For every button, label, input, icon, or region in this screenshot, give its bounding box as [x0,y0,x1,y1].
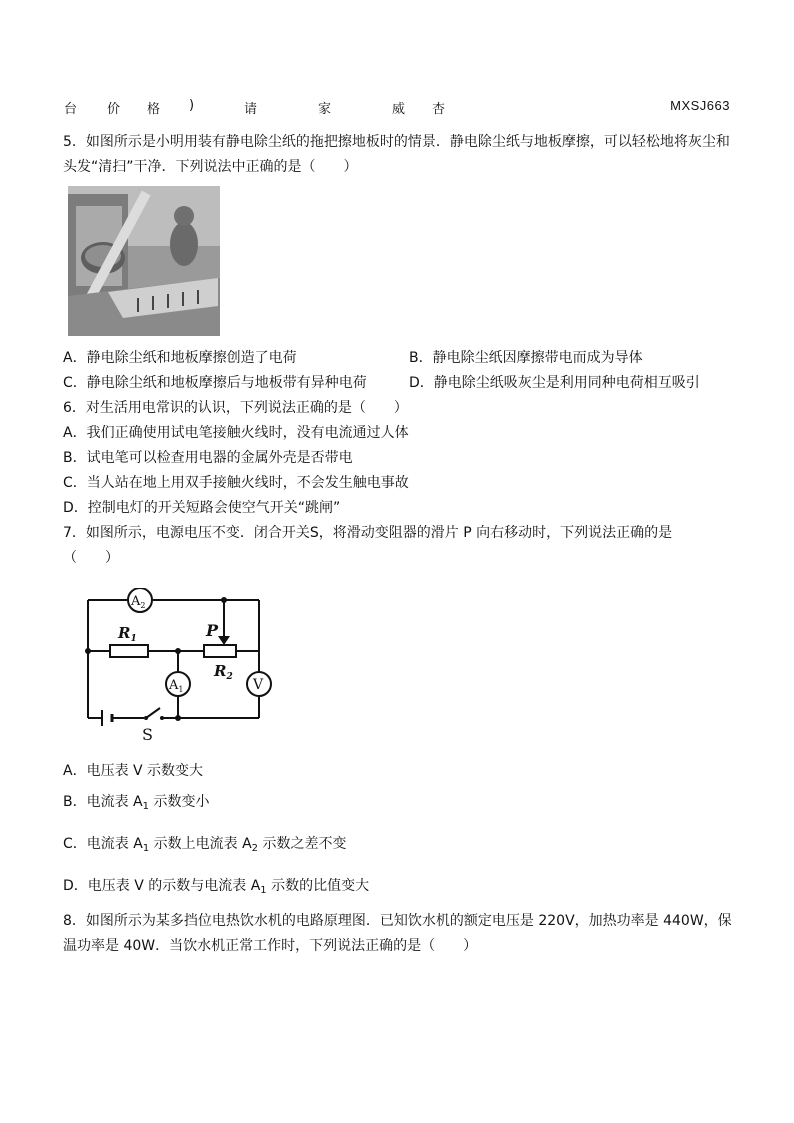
q5-stem-line2: 头发“清扫”干净．下列说法中正确的是（ ） [63,159,358,175]
q7-stem-line1: 7．如图所示，电源电压不变．闭合开关S，将滑动变阻器的滑片 P 向右移动时，下列说法正确的是 [63,525,673,541]
circuit-diagram [80,588,280,752]
document-code: MXSJ663 [670,98,730,113]
header-char: 价 [107,102,121,117]
q5-option-d: D．静电除尘纸吸灰尘是利用同种电荷相互吸引 [409,375,700,391]
q6-option-b: B．试电笔可以检查用电器的金属外壳是否带电 [63,450,353,466]
header-char: ) [189,98,195,113]
q5-option-a: A．静电除尘纸和地板摩擦创造了电荷 [63,350,297,366]
q5-option-c: C．静电除尘纸和地板摩擦后与地板带有异种电荷 [63,375,367,391]
header-char: 台 [64,102,78,117]
q6-option-a: A．我们正确使用试电笔接触火线时，没有电流通过人体 [63,425,409,441]
q7-option-c: C．电流表 $A_1$ 示数上电流表 $A_2$ 示数之差不变 [63,836,347,854]
q7-option-a: A．电压表 V 示数变大 [63,763,204,779]
rheostat-r2 [204,645,236,657]
q5-stem-line1: 5．如图所示是小明用装有静电除尘纸的拖把擦地板时的情景．静电除尘纸与地板摩擦，可以轻松地将灰尘和 [63,134,730,150]
svg-text:P: P [206,621,219,640]
svg-text:A1: $A_1$ [169,678,184,694]
header-char: 家 [318,102,332,117]
q8-stem-line2: 温功率是 40W．当饮水机正常工作时，下列说法正确的是（ ） [63,938,478,954]
q6-stem: 6．对生活用电常识的认识，下列说法正确的是（ ） [63,400,408,416]
svg-text:R1: $R_1$ [118,624,137,644]
q6-option-c: C．当人站在地上用双手接触火线时，不会发生触电事故 [63,475,409,491]
svg-text:V: V [253,677,264,693]
q6-option-d: D．控制电灯的开关短路会使空气开关“跳闸” [63,500,341,516]
svg-text:S: S [142,725,153,744]
header-char: 威 [392,102,406,117]
header-char: 请 [244,102,258,117]
q7-option-b: B．电流表 $A_1$ 示数变小 [63,794,210,812]
q7-option-d: D．电压表 V 的示数与电流表 $A_1$ 示数的比值变大 [63,878,370,896]
svg-text:R2: $R_2$ [214,662,233,682]
q8-stem-line1: 8．如图所示为某多挡位电热饮水机的电路原理图．已知饮水机的额定电压是 220V，加热功率是 440W，保 [63,913,732,929]
header-char: 格 [147,102,161,117]
q5-option-b: B．静电除尘纸因摩擦带电而成为导体 [409,350,643,366]
slider-arrow-icon [218,636,230,645]
battery-icon [102,710,112,726]
header-char: 杏 [432,102,446,117]
svg-text:A2: $A_2$ [131,594,146,610]
resistor-r1 [110,645,148,657]
q7-stem-line2: （ ） [63,550,119,566]
mop-photo [68,186,220,336]
